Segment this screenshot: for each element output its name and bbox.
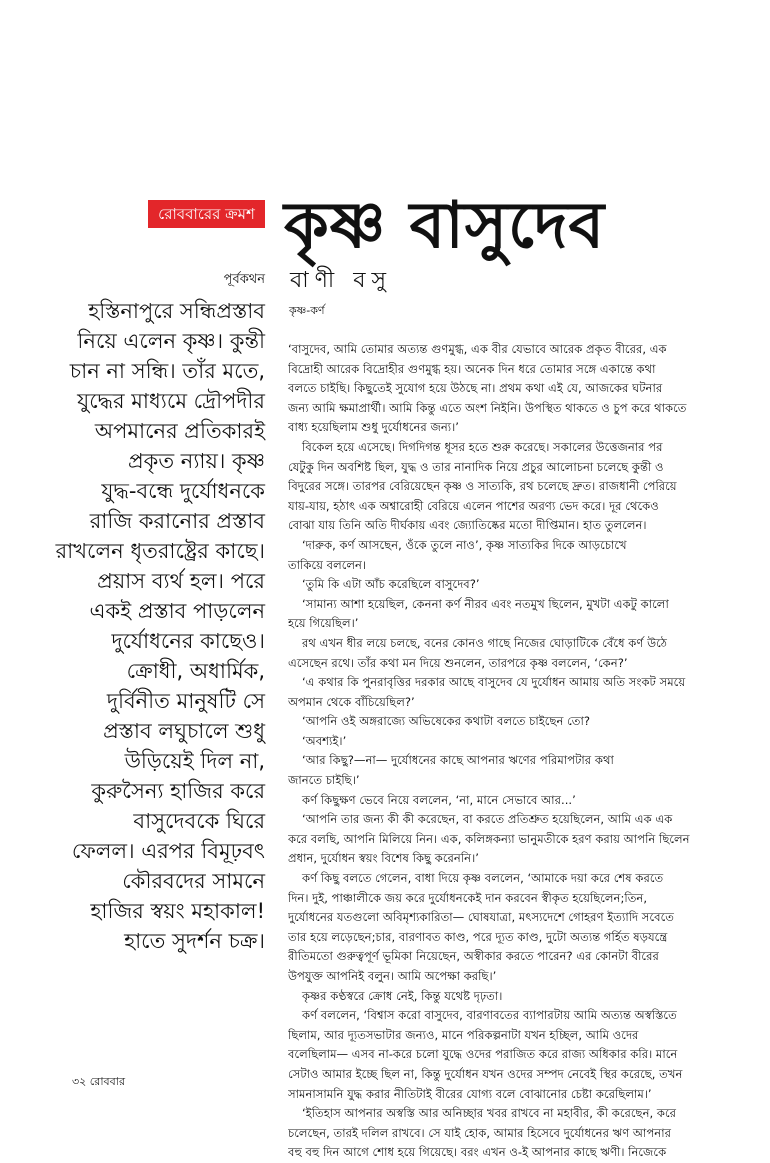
text-line: ‘দারুক, কর্ণ আসছেন, ওঁকে তুলে নাও’, কৃষ্ণ সাত্যকির দিকে আড়চোখে (302, 537, 627, 552)
text-line: ‘ইতিহাস আপনার অস্বস্তি আর অনিচ্ছার খবর রাখবে না মহাবীর, কী করেছেন, করে (302, 1106, 677, 1121)
text-line: দিন। দুই, পাঞ্চালীকে জয় করে দুর্যোধনকেই দান করবেন স্বীকৃত হয়েছিলেন;তিন, (288, 890, 647, 905)
text-line: ‘আপনি তার জন্য কী কী করেছেন, বা করতে প্রতিশ্রুত হয়েছিলেন, আমি এক এক (302, 812, 673, 827)
summary-line: নিয়ে এলেন কৃষ্ণ। কুন্তী (77, 329, 265, 353)
article-title: কৃষ্ণ বাসুদেব (284, 189, 606, 263)
summary-line: যুদ্ধের মাধ্যমে দ্রৌপদীর (77, 389, 265, 413)
text-line: ‘এ কথার কি পুনরাবৃত্তির দরকার আছে বাসুদেব যে দুর্যোধন আমায় অতি সংকট সময়ে (302, 675, 686, 690)
text-line: কৃষ্ণর কণ্ঠস্বরে ক্রোধ নেই, কিন্তু যথেষ্ট দৃঢ়তা। (302, 988, 503, 1003)
paragraph (288, 673, 766, 712)
text-line: কর্ণ কিছু বলতে গেলেন, বাধা দিয়ে কৃষ্ণ বললেন, ‘আমাকে দয়া করে শেষ করতে (302, 871, 664, 886)
series-badge: রোববারের ক্রমশ (148, 200, 265, 228)
paragraph (288, 438, 766, 536)
text-line: বিকেল হয়ে এসেছে। দিগদিগন্ত ধূসর হতে শুরু করেছে। সকালের উত্তেজনার পর (302, 439, 663, 454)
text-line: তার হয়ে লড়েছেন;চার, বারণাবত কাণ্ড, পরে দ্যূত কাণ্ড, দুটো অত্যন্ত গর্হিত ষড়যন্ত্রে (288, 929, 668, 944)
paragraph (288, 595, 766, 634)
text-line: ছিলাম, আর দ্যূতসভাটার জন্যও, মানে পরিকল্পনাটা যখন হচ্ছিল, আমি ওদের (288, 1027, 639, 1042)
paragraph (288, 1104, 766, 1163)
text-line: ‘তুমি কি এটা আঁচ করেছিলে বাসুদেব?’ (302, 577, 480, 592)
paragraph (288, 810, 766, 869)
summary-line: প্রকৃত ন্যায়। কৃষ্ণ (127, 449, 265, 473)
summary-line: ক্রোধী, অধার্মিক, (126, 659, 265, 683)
page-folio: ৩২ রোববার (72, 1075, 125, 1088)
paragraph (288, 712, 766, 732)
text-line: বোঝা যায় তিনি অতি দীর্ঘকায় এবং জ্যোতিষ্কের মতো দীপ্তিমান। হাত তুললেন। (288, 518, 647, 533)
paragraph (288, 732, 766, 752)
paragraph (288, 791, 766, 811)
text-line: যায়-যায়, হঠাৎ এক অশ্বারোহী বেরিয়ে এলেন পাশের অরণ্য ভেদ করে। দূর থেকেও (288, 498, 659, 513)
summary-line: ফেলল। এরপর বিমূঢ়বৎ (71, 839, 265, 863)
text-line: করে বলছি, আপনি মিলিয়ে নিন। এক, কলিঙ্গকন্যা ভানুমতীকে হরণ করায় আপনি ছিলেন (288, 831, 690, 846)
text-line: অপমান থেকে বাঁচিয়েছিল?’ (288, 694, 415, 709)
summary-line: রাখলেন ধৃতরাষ্ট্রের কাছে। (55, 539, 265, 563)
article-body (288, 340, 766, 1163)
text-line: ‘সামান্য আশা হয়েছিল, কেননা কর্ণ নীরব এবং নতমুখ ছিলেন, মুখটা একটু কালো (302, 596, 669, 611)
summary-line: দুর্বিনীত মানুষটি সে (106, 689, 265, 713)
text-line: বলতে চাইছি। কিছুতেই সুযোগ হয়ে উঠছে না। প্রথম কথা এই যে, আজকের ঘটনার (288, 381, 663, 396)
text-line: কর্ণ কিছুক্ষণ ভেবে নিয়ে বললেন, ‘না, মানে সেভাবে আর...’ (302, 792, 576, 807)
summary-line: একই প্রস্তাব পাড়লেন (89, 599, 265, 623)
summary-line: কৌরবদের সামনে (122, 869, 265, 893)
text-line: বিদ্রোহী আরেক বিদ্রোহীর গুণমুগ্ধ হয়। অনেক দিন ধরে তোমার সঙ্গে একান্তে কথা (288, 361, 656, 376)
summary-line: রাজি করানোর প্রস্তাব (89, 509, 265, 533)
summary-line: হাজির স্বয়ং মহাকাল! (90, 899, 265, 923)
text-line: দুর্যোধনের যতগুলো অবিমৃশ্যকারিতা— ঘোষযাত্রা, মৎস্যদেশে গোহরণ ইত্যাদি সবেতে (288, 910, 674, 925)
paragraph (288, 340, 766, 438)
summary-line: প্রস্তাব লঘুচালে শুধু (103, 719, 265, 743)
summary-line: হাতে সুদর্শন চক্র। (124, 929, 265, 953)
text-line: ‘আপনি ওই অঙ্গরাজ্যে অভিষেকের কথাটা বলতে চাইছেন তো? (302, 714, 591, 729)
summary-line: বাসুদেবকে ঘিরে (133, 809, 265, 833)
summary-line: অপমানের প্রতিকারই (94, 419, 265, 443)
text-line: রীতিমতো গুরুত্বপূর্ণ ভূমিকা নিয়েছেন, অস্বীকার করতে পারেন? এর কোনটা বীরের (288, 949, 659, 964)
paragraph (288, 987, 766, 1007)
text-line: কর্ণ বললেন, ‘বিশ্বাস করো বাসুদেব, বারণাবতের ব্যাপারটায় আমি অত্যন্ত অস্বস্তিতে (302, 1008, 677, 1023)
text-line: বাধ্য হয়েছিলাম শুধু দুর্যোধনের জন্য।’ (288, 420, 459, 435)
text-line: বহু বহু দিন আগে শোধ হয়ে গিয়েছে। বরং এখন ও-ই আপনার কাছে ঋণী। নিজেকে (288, 1145, 667, 1160)
summary-line: চান না সন্ধি। তাঁর মতে, (69, 359, 265, 383)
summary-line: উড়িয়েই দিল না, (124, 749, 265, 773)
section-heading: কৃষ্ণ-কর্ণ (289, 304, 325, 317)
summary-line: হস্তিনাপুরে সন্ধিপ্রস্তাব (88, 299, 265, 323)
text-line: তাকিয়ে বললেন। (288, 557, 367, 572)
text-line: রথ এখন ধীর লয়ে চলছে, বনের কোনও গাছে নিজের ঘোড়াটিকে বেঁধে কর্ণ উঠে (302, 635, 667, 650)
summary-line: প্রয়াস ব্যর্থ হল। পরে (97, 569, 265, 593)
paragraph (288, 536, 766, 575)
text-line: ‘অবশ্যই।’ (302, 733, 347, 748)
text-line: সামনাসামনি যুদ্ধ করার নীতিটাই বীরের যোগ্য বলে বোঝানোর চেষ্টা করেছিলাম।’ (288, 1086, 652, 1101)
text-line: প্রধান, দুর্যোধন স্বয়ং বিশেষ কিছু করেননি।’ (288, 851, 479, 866)
text-line: চলেছেন, তারই দলিল রাখবে। সে যাই হোক, আমার হিসেবে দুর্যোধনের ঋণ আপনার (288, 1125, 671, 1140)
paragraph (288, 575, 766, 595)
text-line: বিদুরের সঙ্গে। তারপর বেরিয়েছেন কৃষ্ণ ও সাত্যকি, রথ চলেছে দ্রুত। রাজধানী পেরিয়ে (288, 479, 677, 494)
text-line: হয়ে গিয়েছিল।’ (288, 616, 359, 631)
summary-line: দুর্যোধনের কাছেও। (111, 629, 265, 653)
text-line: যেটুকু দিন অবশিষ্ট ছিল, যুদ্ধ ও তার নানাদিক নিয়ে প্রচুর আলোচনা চলেছে কুন্তী ও (288, 459, 664, 474)
paragraph (288, 869, 766, 987)
text-line: ‘বাসুদেব, আমি তোমার অত্যন্ত গুণমুগ্ধ, এক বীর যেভাবে আরেক প্রকৃত বীরের, এক (288, 342, 667, 356)
previously-label: পূর্বকথন (223, 272, 265, 287)
text-line: এসেছেন রথে। তাঁর কথা মন দিয়ে শুনলেন, তারপরে কৃষ্ণ বললেন, ‘কেন?’ (288, 655, 628, 670)
text-line: জানতে চাইছি।’ (288, 773, 360, 788)
text-line: বলেছিলাম— এসব না-করে চলো যুদ্ধে ওদের পরাজিত করে রাজ্য অধিকার করি। মানে (288, 1047, 678, 1062)
text-line: জন্য আমি ক্ষমাপ্রার্থী। আমি কিন্তু এতে অংশ নিইনি। উপস্থিত থাকতে ও চুপ করে থাকতে (288, 400, 687, 415)
paragraph (288, 1006, 766, 1104)
text-line: সেটাও আমার ইচ্ছে ছিল না, কিন্তু দুর্যোধন যখন ওদের সম্পদ নেবেই স্থির করেছে, তখন (288, 1066, 683, 1081)
author-name: বাণী বসু (290, 268, 392, 293)
summary-line: কুরুসৈন্য হাজির করে (91, 779, 265, 803)
text-line: উপযুক্ত আপনিই বলুন। আমি অপেক্ষা করছি।’ (288, 969, 497, 983)
paragraph (288, 634, 766, 673)
summary-line: যুদ্ধ-বন্ধে দুর্যোধনকে (101, 479, 265, 503)
text-line: ‘আর কিছু?—না— দুর্যোধনের কাছে আপনার ঋণের পরিমাপটার কথা (302, 753, 614, 768)
paragraph (288, 751, 766, 790)
summary-column (0, 296, 265, 956)
